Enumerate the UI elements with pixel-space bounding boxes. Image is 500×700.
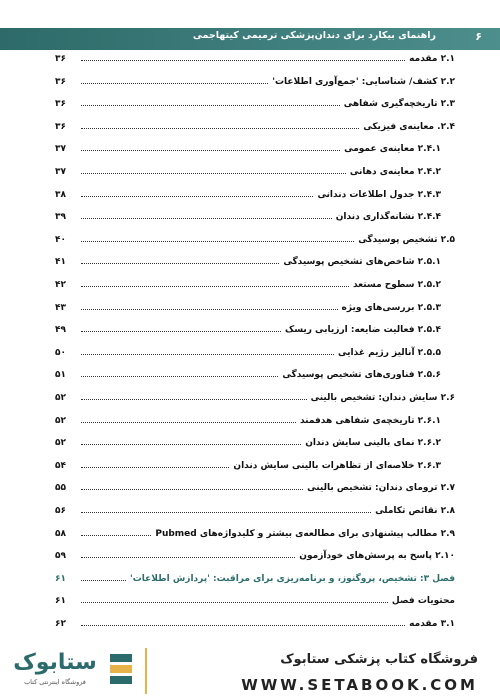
toc-page-number: ۵۴ xyxy=(55,460,66,471)
toc-page-number: ۳۷ xyxy=(55,144,66,155)
toc-leader-dots xyxy=(81,60,405,61)
toc-row[interactable] xyxy=(55,344,455,362)
shop-name: فروشگاه کتاب پزشکی ستابوک xyxy=(280,652,478,667)
toc-page-number: ۴۲ xyxy=(55,280,66,290)
toc-leader-dots xyxy=(81,150,340,151)
toc-row[interactable] xyxy=(55,140,455,158)
toc-page-number: ۵۱ xyxy=(55,370,66,381)
toc-page-number: ۶۱ xyxy=(55,573,66,584)
toc-entry-title: ۲.۱۰ پاسخ به پرسش‌های خودآزمون xyxy=(299,551,455,562)
toc-leader-dots xyxy=(81,376,278,377)
book-stack-icon xyxy=(106,650,136,690)
toc-entry-title: ۲.۲ کشف/ شناسایی: 'جمع‌آوری اطلاعات' xyxy=(272,76,455,87)
logo-text: ستابوک xyxy=(13,650,97,675)
toc-page-number: ۳۶ xyxy=(55,99,66,110)
toc-page-number: ۴۹ xyxy=(55,325,66,336)
toc-entry-title: ۲.۴.۱ معاینه‌ی عمومی xyxy=(344,144,441,155)
toc-entry-title: فصل ۳: تشخیص، پروگنوز، و برنامه‌ریزی برای مراقبت: 'پردازش اطلاعات' xyxy=(129,573,455,584)
toc-page-number: ۵۰ xyxy=(55,347,66,358)
toc-leader-dots xyxy=(81,557,295,558)
toc-page-number: ۳۷ xyxy=(55,167,66,177)
toc-entry-title: ۲.۵.۳ بررسی‌های ویژه xyxy=(341,302,441,313)
toc-entry-title: ۲.۵.۱ شاخص‌های تشخیص پوسیدگی xyxy=(283,257,441,268)
toc-leader-dots xyxy=(81,535,151,536)
toc-entry-title: ۲.۵.۴ فعالیت ضایعه: ارزیابی ریسک xyxy=(284,325,441,336)
toc-page-number: ۳۹ xyxy=(55,212,66,223)
toc-page-number: ۵۲ xyxy=(55,393,66,403)
toc-row[interactable] xyxy=(55,321,455,339)
toc-entry-title: ۲.۱ مقدمه xyxy=(409,54,455,64)
toc-leader-dots xyxy=(81,173,346,174)
toc-row[interactable] xyxy=(55,502,455,520)
toc-leader-dots xyxy=(81,241,354,242)
toc-entry-title: ۲.۴.۲ معاینه‌ی دهانی xyxy=(349,167,441,177)
toc-entry-title: ۲.۴.۳ جدول اطلاعات دندانی xyxy=(317,189,441,200)
toc-entry-title: ۲.۴. معاینه‌ی فیزیکی xyxy=(363,121,455,132)
footer-divider xyxy=(145,648,147,694)
toc-row[interactable] xyxy=(55,434,455,452)
toc-entry-title: ۲.۷ ترومای دندان: تشخیص بالینی xyxy=(307,483,455,494)
toc-row[interactable] xyxy=(55,457,455,475)
toc-row[interactable] xyxy=(55,615,455,633)
toc-row[interactable] xyxy=(55,50,455,68)
logo-subtext: فروشگاه اینترنتی کتاب xyxy=(24,678,86,686)
toc-entry-title: ۲.۶.۲ نمای بالینی سایش دندان xyxy=(305,438,441,449)
toc-row[interactable] xyxy=(55,412,455,430)
advertisement-footer xyxy=(0,640,500,700)
toc-leader-dots xyxy=(81,105,340,106)
toc-leader-dots xyxy=(81,263,279,264)
toc-page-number: ۴۱ xyxy=(55,257,66,268)
setabook-logo[interactable] xyxy=(10,648,135,694)
toc-entry-title: ۲.۴.۴ نشانه‌گذاری دندان xyxy=(335,212,441,223)
toc-row[interactable] xyxy=(55,592,455,610)
toc-leader-dots xyxy=(81,399,307,400)
toc-row[interactable] xyxy=(55,299,455,317)
toc-page-number: ۴۳ xyxy=(55,302,66,313)
toc-leader-dots xyxy=(81,196,313,197)
toc-leader-dots xyxy=(81,489,303,490)
toc-row[interactable] xyxy=(55,479,455,497)
toc-row[interactable] xyxy=(55,73,455,91)
toc-leader-dots xyxy=(81,128,359,129)
toc-page-number: ۵۶ xyxy=(55,506,66,516)
toc-row[interactable] xyxy=(55,231,455,249)
toc-row[interactable] xyxy=(55,118,455,136)
toc-entry-title: ۲.۵.۵ آنالیز رژیم غذایی xyxy=(338,347,441,358)
toc-leader-dots xyxy=(81,580,126,581)
toc-page-number: ۳۶ xyxy=(55,54,66,64)
toc-page-number: ۵۸ xyxy=(55,528,66,539)
toc-leader-dots xyxy=(81,218,332,219)
toc-row[interactable] xyxy=(55,547,455,565)
toc-entry-title: ۲.۶ سایش دندان: تشخیص بالینی xyxy=(310,393,455,403)
toc-entry-title: ۲.۵.۶ فناوری‌های تشخیص پوسیدگی xyxy=(282,370,441,381)
toc-leader-dots xyxy=(81,444,301,445)
toc-row[interactable] xyxy=(55,525,455,543)
header-title: راهنمای بیکارد برای دندان‌پزشکی ترمیمی کیتهاجمی xyxy=(192,30,436,41)
toc-entry-title: ۲.۸ نقائص تکاملی xyxy=(375,506,455,516)
toc-entry-title: ۲.۵ تشخیص پوسیدگی xyxy=(358,234,455,245)
toc-entry-title: ۲.۵.۲ سطوح مستعد xyxy=(352,280,441,290)
toc-row[interactable] xyxy=(55,366,455,384)
toc-row[interactable] xyxy=(55,186,455,204)
toc-page-number: ۳۸ xyxy=(55,189,66,200)
toc-page-number: ۴۰ xyxy=(55,234,66,245)
toc-page-number: ۳۶ xyxy=(55,76,66,87)
header-page-number: ۶ xyxy=(475,30,482,43)
toc-entry-title: ۲.۶.۱ تاریخچه‌ی شفاهی هدفمند xyxy=(299,415,441,426)
toc-leader-dots xyxy=(81,602,388,603)
toc-leader-dots xyxy=(81,331,281,332)
toc-leader-dots xyxy=(81,83,268,84)
toc-row[interactable] xyxy=(55,163,455,181)
page-header xyxy=(0,28,500,50)
toc-entry-title: ۳.۱ مقدمه xyxy=(409,619,455,629)
toc-entry-title: ۲.۹ مطالب پیشنهادی برای مطالعه‌ی بیشتر و کلیدواژه‌های Pubmed xyxy=(155,528,455,539)
toc-leader-dots xyxy=(81,422,296,423)
toc-row[interactable] xyxy=(55,95,455,113)
toc-page-number: ۵۲ xyxy=(55,438,66,449)
toc-entry-title: ۲.۳ تاریخچه‌گیری شفاهی xyxy=(343,99,455,110)
toc-leader-dots xyxy=(81,309,338,310)
toc-row[interactable] xyxy=(55,389,455,407)
toc-chapter-row[interactable] xyxy=(55,570,455,588)
toc-entry-title: محتویات فصل xyxy=(391,596,455,607)
toc-row[interactable] xyxy=(55,208,455,226)
toc-page-number: ۶۲ xyxy=(55,619,66,629)
shop-url[interactable]: WWW.SETABOOK.COM xyxy=(241,676,478,694)
toc-row[interactable] xyxy=(55,253,455,271)
toc-page-number: ۵۵ xyxy=(55,483,66,494)
toc-page-number: ۵۲ xyxy=(55,415,66,426)
toc-entry-title: ۲.۶.۳ خلاصه‌ای از تظاهرات بالینی سایش دندان xyxy=(233,460,441,471)
toc-page-number: ۵۹ xyxy=(55,551,66,562)
toc-page-number: ۶۱ xyxy=(55,596,66,607)
toc-page-number: ۳۶ xyxy=(55,121,66,132)
toc-leader-dots xyxy=(81,467,229,468)
toc-leader-dots xyxy=(81,354,334,355)
toc-leader-dots xyxy=(81,625,405,626)
toc-leader-dots xyxy=(81,512,371,513)
toc-leader-dots xyxy=(81,286,349,287)
toc-row[interactable] xyxy=(55,276,455,294)
